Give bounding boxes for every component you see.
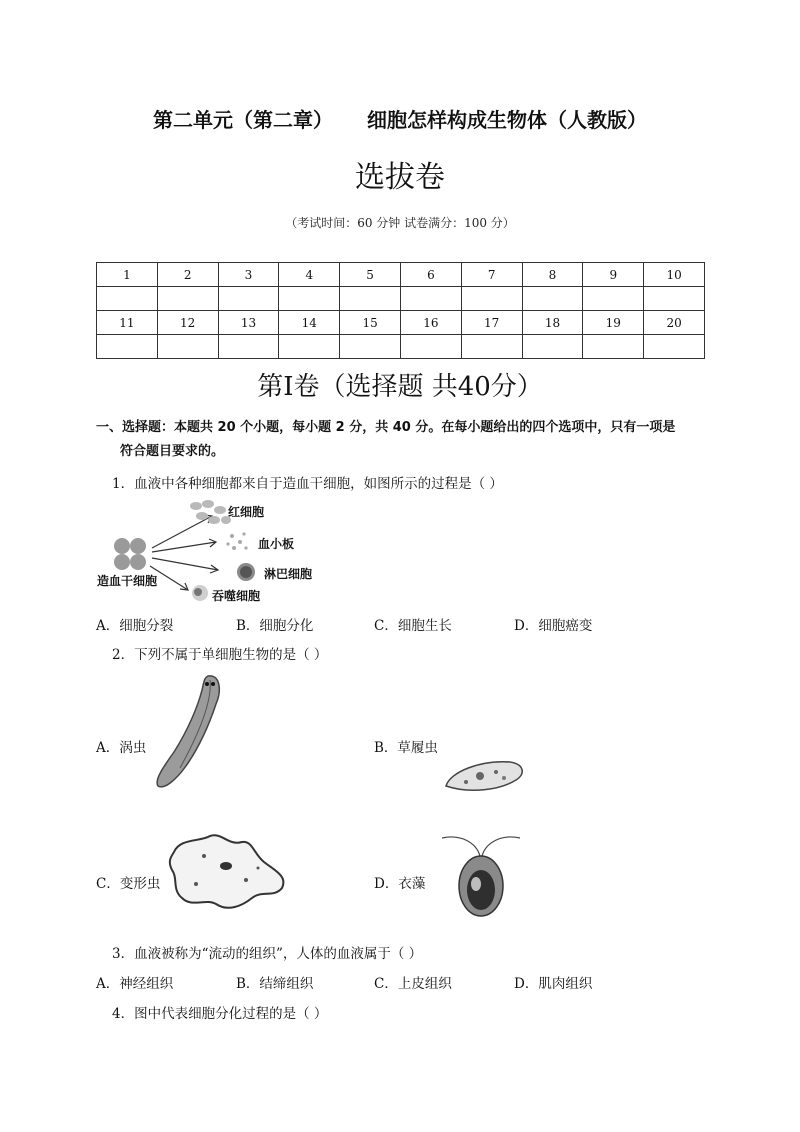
q2-option-c[interactable]: C．变形虫 [96, 876, 161, 892]
answer-number-cell: 7 [461, 263, 522, 287]
answer-blank-cell[interactable] [157, 287, 218, 311]
answer-number-cell: 19 [583, 311, 644, 335]
platelet-icon [226, 532, 247, 550]
page-subtitle: 选拔卷 [355, 160, 445, 195]
q1-option-d[interactable]: D．细胞癌变 [514, 618, 593, 634]
answer-blank-cell[interactable] [522, 287, 583, 311]
section-instructions [96, 416, 716, 464]
red-blood-cell-icon [190, 500, 231, 524]
q3-option-d[interactable]: D．肌肉组织 [514, 976, 593, 992]
answer-number-cell: 6 [400, 263, 461, 287]
q3-option-b[interactable]: B．结缔组织 [236, 976, 314, 992]
answer-blank-cell[interactable] [218, 287, 279, 311]
answer-number-cell: 14 [279, 311, 340, 335]
answer-number-cell: 11 [97, 311, 158, 335]
answer-blank-cell[interactable] [400, 287, 461, 311]
q2-option-a[interactable]: A．涡虫 [96, 740, 147, 756]
stem-cell-icon [114, 538, 146, 570]
label-phagocyte: 吞噬细胞 [212, 589, 261, 603]
q3-option-a[interactable]: A．神经组织 [96, 976, 174, 992]
answer-number-cell: 4 [279, 263, 340, 287]
answer-blank-cell[interactable] [400, 335, 461, 359]
answer-blank-cell[interactable] [583, 287, 644, 311]
label-red-blood-cell: 红细胞 [228, 505, 265, 519]
answer-number-row [97, 311, 705, 335]
phagocyte-icon [192, 585, 208, 601]
title-unit: 第二单元（第二章） [153, 108, 333, 132]
answer-blank-cell[interactable] [522, 335, 583, 359]
q1-option-a[interactable]: A．细胞分裂 [96, 618, 174, 634]
exam-info: （考试时间：60 分钟 试卷满分：100 分） [285, 216, 515, 230]
label-stem-cell: 造血干细胞 [97, 574, 158, 588]
answer-number-row [97, 263, 705, 287]
answer-blank-cell[interactable] [583, 335, 644, 359]
answer-blank-cell[interactable] [218, 335, 279, 359]
part-title: 第Ⅰ卷（选择题 共40分） [257, 372, 543, 402]
q2-option-b[interactable]: B．草履虫 [374, 740, 438, 756]
answer-number-cell: 17 [461, 311, 522, 335]
q2-option-d[interactable]: D．衣藻 [374, 876, 426, 892]
title-topic: 细胞怎样构成生物体（人教版） [367, 108, 647, 132]
answer-blank-cell[interactable] [157, 335, 218, 359]
answer-number-cell: 1 [97, 263, 158, 287]
answer-number-cell: 18 [522, 311, 583, 335]
answer-number-cell: 3 [218, 263, 279, 287]
answer-table [96, 262, 705, 359]
answer-number-cell: 8 [522, 263, 583, 287]
flatworm-image [150, 668, 230, 798]
question-2-stem: 2．下列不属于单细胞生物的是（ ） [112, 647, 328, 663]
answer-blank-cell[interactable] [97, 335, 158, 359]
answer-number-cell: 12 [157, 311, 218, 335]
paramecium-image [440, 756, 530, 796]
page-title [0, 104, 800, 133]
label-lymphocyte: 淋巴细胞 [264, 567, 313, 581]
question-3-stem: 3．血液被称为“流动的组织”，人体的血液属于（ ） [112, 946, 423, 962]
q3-option-c[interactable]: C．上皮组织 [374, 976, 452, 992]
answer-number-cell: 13 [218, 311, 279, 335]
q1-option-c[interactable]: C．细胞生长 [374, 618, 452, 634]
answer-number-cell: 10 [644, 263, 705, 287]
answer-number-cell: 9 [583, 263, 644, 287]
answer-number-cell: 2 [157, 263, 218, 287]
answer-number-cell: 16 [400, 311, 461, 335]
answer-blank-cell[interactable] [340, 335, 401, 359]
answer-blank-cell[interactable] [97, 287, 158, 311]
section-line-1: 一、选择题：本题共 20 个小题，每小题 2 分，共 40 分。在每小题给出的四个选项中，只有一项是 [96, 420, 676, 435]
question-1-stem: 1．血液中各种细胞都来自于造血干细胞，如图所示的过程是（ ） [112, 476, 503, 492]
chlamydomonas-image [436, 828, 526, 920]
differentiation-arrows-icon [150, 515, 218, 590]
answer-blank-cell[interactable] [461, 335, 522, 359]
amoeba-image [166, 832, 290, 914]
answer-number-cell: 20 [644, 311, 705, 335]
answer-blank-cell[interactable] [644, 287, 705, 311]
answer-number-cell: 15 [340, 311, 401, 335]
answer-blank-cell[interactable] [279, 335, 340, 359]
answer-blank-cell[interactable] [461, 287, 522, 311]
answer-blank-cell[interactable] [340, 287, 401, 311]
answer-blank-cell[interactable] [279, 287, 340, 311]
answer-blank-cell[interactable] [644, 335, 705, 359]
q1-option-b[interactable]: B．细胞分化 [236, 618, 314, 634]
answer-blank-row [97, 335, 705, 359]
label-platelet: 血小板 [258, 537, 295, 551]
section-line-2: 符合题目要求的。 [120, 444, 225, 459]
lymphocyte-icon [237, 563, 255, 581]
answer-blank-row [97, 287, 705, 311]
answer-number-cell: 5 [340, 263, 401, 287]
question-4-stem: 4．图中代表细胞分化过程的是（ ） [112, 1006, 328, 1022]
